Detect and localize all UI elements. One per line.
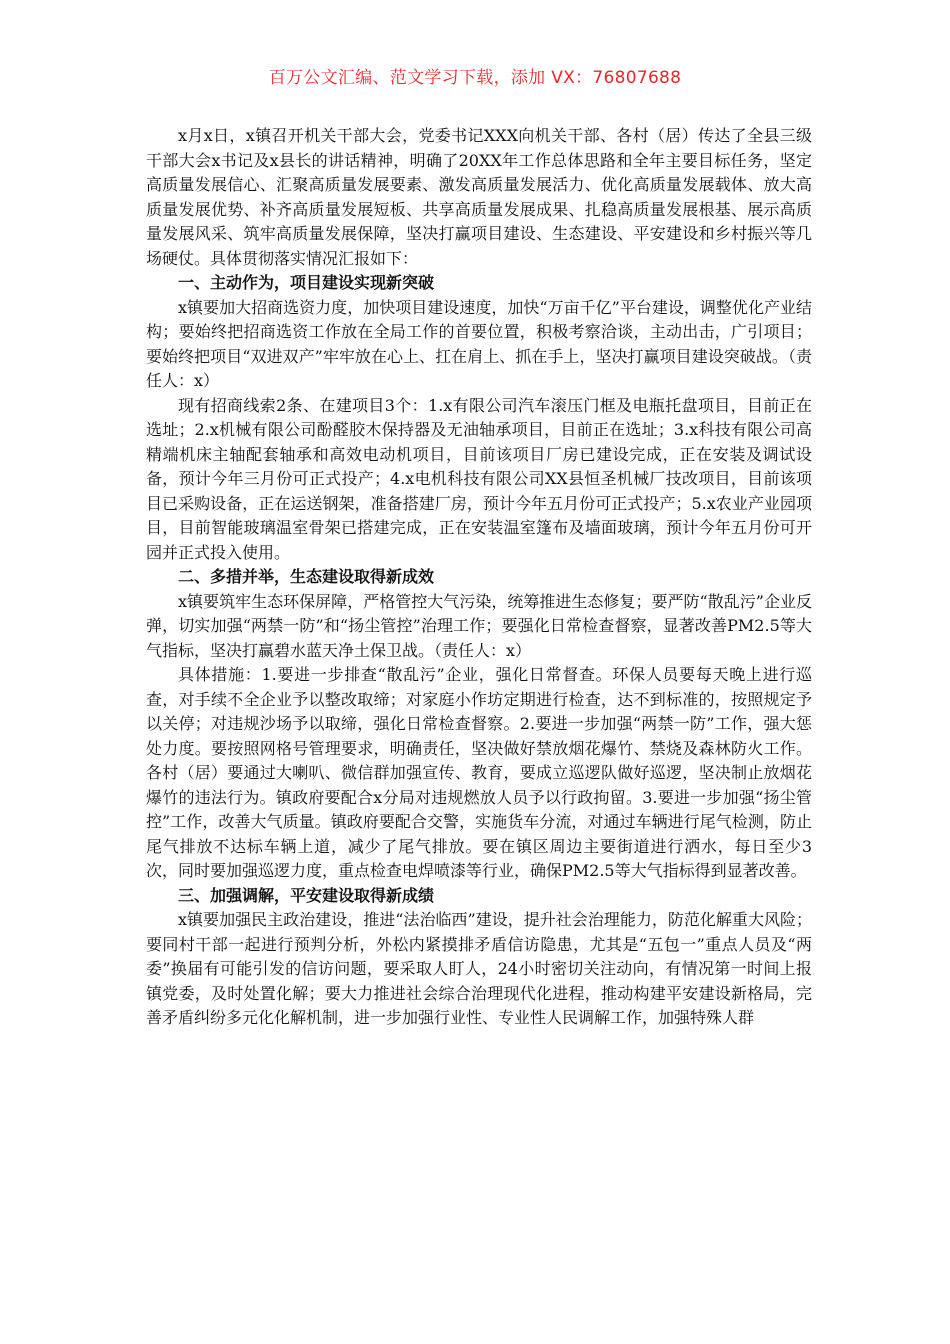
watermark-banner: 百万公文汇编、范文学习下载，添加 VX：76807688 [268, 68, 682, 88]
intro-paragraph: x月x日，x镇召开机关干部大会，党委书记XXX向机关干部、各村（居）传达了全县三级干部大会x书记及x县长的讲话精神，明确了20XX年工作总体思路和全年主要目标任务，坚定高质量发展信心、汇聚高质量发展要素、激发高质量发展活力、优化高质量发展载体、放大高质量发展优势、补齐高质量发展短板、共享高质量发展成果、扎稳高质量发展根基、展示高质量发展风采、筑牢高质量发展保障，坚决打赢项目建设、生态建设、平安建设和乡村振兴等几场硬仗。具体贯彻落实情况汇报如下： [146, 126, 812, 268]
section-1-paragraph-1: x镇要加大招商选资力度，加快项目建设速度，加快“万亩千亿”平台建设，调整优化产业结构；要始终把招商选资工作放在全局工作的首要位置，积极考察洽谈，主动出击，广引项目；要始终把项目“双进双产”牢牢放在心上、扛在肩上、抓在手上，坚决打赢项目建设突破战。（责任人：x） [146, 297, 812, 390]
section-3-heading: 三、加强调解，平安建设取得新成绩 [178, 885, 435, 905]
document-body [146, 124, 812, 1031]
section-2-heading: 二、多措并举，生态建设取得新成效 [178, 567, 435, 586]
section-1-paragraph-2: 现有招商线索2条、在建项目3个：1.x有限公司汽车滚压门框及电瓶托盘项目，目前正在选址；2.x机械有限公司酚醛胶木保持器及无油轴承项目，目前正在选址；3.x科技有限公司高精端机床主轴配套轴承和高效电动机项目，目前该项目厂房已建设完成，正在安装及调试设备，预计今年三月份可正式投产；4.x电机科技有限公司XX县恒圣机械厂技改项目，目前该项目已采购设备，正在运送钢架，准备搭建厂房，预计今年五月份可正式投产；5.x农业产业园项目，目前智能玻璃温室骨架已搭建完成，正在安装温室篷布及墙面玻璃，预计今年五月份可开园并正式投入使用。 [146, 395, 812, 562]
section-1-heading: 一、主动作为，项目建设实现新突破 [178, 273, 435, 292]
section-2-paragraph-2: 具体措施：1.要进一步排查“散乱污”企业，强化日常督查。环保人员要每天晚上进行巡查，对手续不全企业予以整改取缔；对家庭小作坊定期进行检查，达不到标准的，按照规定予以关停；对违规沙场予以取缔，强化日常检查督察。2.要进一步加强“两禁一防”工作，强大惩处力度。要按照网格号管理要求，明确责任，坚决做好禁放烟花爆竹、禁烧及森林防火工作。各村（居）要通过大喇叭、微信群加强宣传、教育，要成立巡逻队做好巡逻，坚决制止放烟花爆竹的违法行为。镇政府要配合x分局对违规燃放人员予以行政拘留。3.要进一步加强“扬尘管控”工作，改善大气质量。镇政府要配合交警，实施货车分流，对通过车辆进行尾气检测，防止尾气排放不达标车辆上道，减少了尾气排放。要在镇区周边主要街道进行洒水，每日至少3次，同时要加强巡逻力度，重点检查电焊喷漆等行业，确保PM2.5等大气指标得到显著改善。 [146, 665, 812, 880]
section-3-paragraph-1: x镇要加强民主政治建设，推进“法治临西”建设，提升社会治理能力，防范化解重大风险；要同村干部一起进行预判分析，外松内紧摸排矛盾信访隐患，尤其是“五包一”重点人员及“两委”换届有可能引发的信访问题，要采取人盯人，24小时密切关注动向，有情况第一时间上报镇党委，及时处置化解；要大力推进社会综合治理现代化进程，推动构建平安建设新格局，完善矛盾纠纷多元化化解机制，进一步加强行业性、专业性人民调解工作，加强特殊人群 [146, 910, 812, 1027]
section-2-paragraph-1: x镇要筑牢生态环保屏障，严格管控大气污染，统筹推进生态修复；要严防“散乱污”企业反弹，切实加强“两禁一防”和“扬尘管控”治理工作；要强化日常检查督察，显著改善PM2.5等大气指标，坚决打赢碧水蓝天净土保卫战。（责任人：x） [146, 591, 812, 660]
